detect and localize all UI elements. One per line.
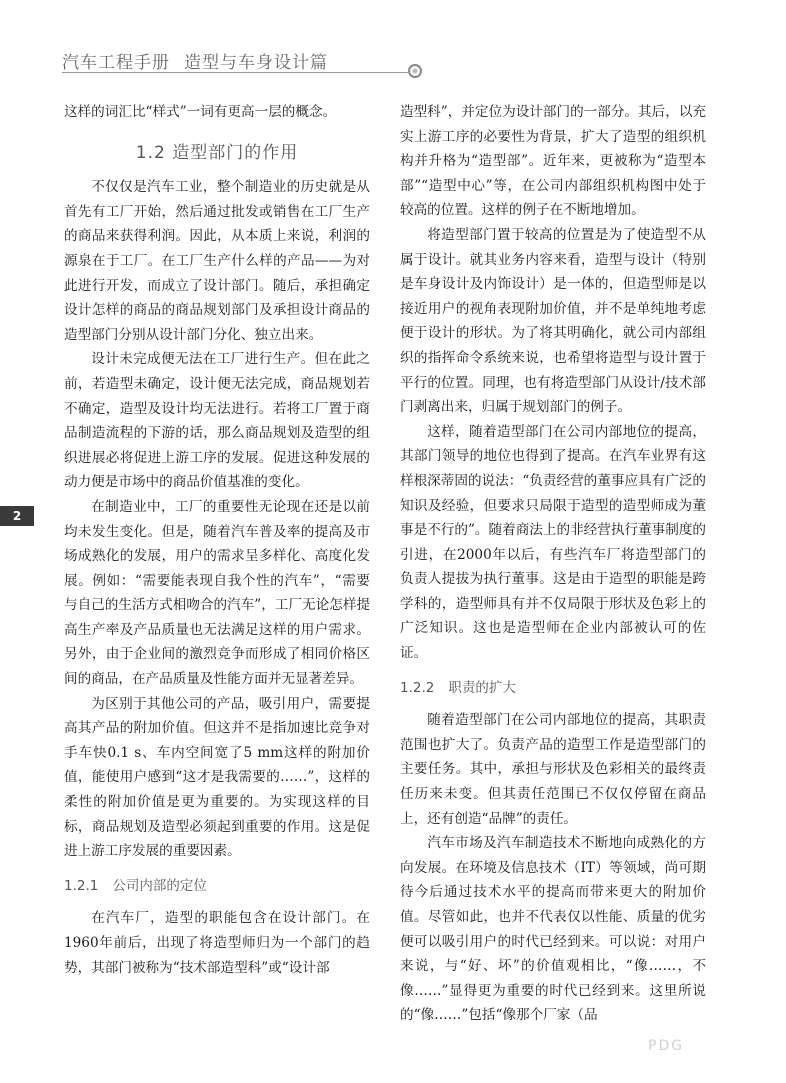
paragraph: 这样，随着造型部门在公司内部地位的提高，其部门领导的地位也得到了提高。在汽车业界有这样根深蒂固的说法：“负责经营的董事应具有广泛的知识及经验，但要求只局限于造型的造型师成为董事是不行的”。随着商法上的非经营执行董事制度的引进，在2000年以后，有些汽车厂将造型部门的负责人提拔为执行董事。这是由于造型的职能是跨学科的，造型师具有并不仅局限于形状及色彩上的广泛知识。这也是造型师在企业内部被认可的佐证。: [400, 423, 707, 662]
subsection-number: 1.2.2: [400, 679, 435, 696]
intro-line: 这样的词汇比“样式”一词有更高一层的概念。: [64, 104, 337, 120]
header-rule: [62, 72, 408, 73]
subsection-heading: [64, 874, 370, 899]
book-title: 汽车工程手册: [62, 53, 170, 73]
continued-paragraph: 造型科”，并定位为设计部门的一部分。其后，以充实上游工序的必要性为背景，扩大了造型的组织机构并升格为“造型部”。近年来，更被称为“造型本部”“造型中心”等，在公司内部组织机构图中处于较高的位置。这样的例子在不断地增加。: [400, 104, 707, 219]
paragraph: 设计未完成便无法在工厂进行生产。但在此之前，若造型未确定，设计便无法完成，商品规划若不确定，造型及设计均无法进行。若将工厂置于商品制造流程的下游的话，那么商品规划及造型的组织进展必将促进上游工序的发展。促进这种发展的动力便是市场中的商品价值基准的变化。: [64, 351, 370, 491]
volume-title: 造型与车身设计篇: [184, 53, 328, 73]
paragraph: 不仅仅是汽车工业，整个制造业的历史就是从首先有工厂开始，然后通过批发或销售在工厂生产的商品来获得利润。因此，从本质上来说，利润的源泉在于工厂。在工厂生产什么样的产品——为对此进行开发，而成立了设计部门。随后，承担确定设计怎样的商品的商品规划部门及承担设计商品的造型部门分别从设计部门分化、独立出来。: [64, 179, 370, 343]
right-column: [400, 100, 706, 1028]
paragraph: 在制造业中，工厂的重要性无论现在还是以前均未发生变化。但是，随着汽车普及率的提高及市场成熟化的发展，用户的需求呈多样化、高度化发展。例如：“需要能表现自我个性的汽车”，“需要与自己的生活方式相吻合的汽车”，工厂无论怎样提高生产率及产品质量也无法满足这样的用户需求。另外，由于企业间的激烈竞争而形成了相同价格区间的商品，在产品质量及性能方面并无显著差异。: [64, 498, 371, 688]
subsection-heading: [400, 676, 706, 701]
subsection-number: 1.2.1: [64, 877, 99, 894]
chapter-tab: 2: [0, 506, 34, 526]
subsection-title: 公司内部的定位: [112, 877, 207, 894]
left-column: [64, 100, 370, 980]
paragraph: 为区别于其他公司的产品，吸引用户，需要提高其产品的附加价值。但这并不是指加速比竞争对手车快0.1 s、车内空间宽了5 mm这样的附加价值，能使用户感到“这才是我需要的……”，这样的柔性的附加价值是更为重要的。为实现这样的目标，商品规划及造型必须起到重要的作用。这是促进上游工序发展的重要因素。: [64, 695, 370, 860]
running-header: [62, 48, 328, 73]
page-header: [0, 0, 786, 80]
paragraph: 随着造型部门在公司内部地位的提高，其职责范围也扩大了。负责产品的造型工作是造型部门的主要任务。其中，承担与形状及色彩相关的最终责任历来未变。但其责任范围已不仅仅停留在商品上，还有创造“品牌”的责任。: [400, 712, 706, 827]
paragraph: 汽车市场及汽车制造技术不断地向成熟化的方向发展。在环境及信息技术（IT）等领域，尚可期待今后通过技术水平的提高而带来更大的附加价值。尽管如此，也并不代表仅以性能、质量的优劣便可以吸引用户的时代已经到来。可以说：对用户来说，与“好、坏”的价值观相比，“像……，不像……”显得更为重要的时代已经到来。这里所说的“像……”包括“像那个厂家（品: [400, 835, 706, 1024]
section-heading: 1.2 造型部门的作用: [135, 142, 299, 163]
subsection-title: 职责的扩大: [448, 679, 516, 696]
paragraph: 在汽车厂，造型的职能包含在设计部门。在1960年前后，出现了将造型师归为一个部门的趋势，其部门被称为“技术部造型科”或“设计部: [64, 910, 370, 976]
paragraph: 将造型部门置于较高的位置是为了使造型不从属于设计。就其业务内容来看，造型与设计（特别是车身设计及内饰设计）是一体的，但造型师是以接近用户的视角表现附加价值，并不是单纯地考虑便于设计的形状。为了将其明确化，就公司内部组织的指挥命令系统来说，也希望将造型与设计置于平行的位置。同理，也有将造型部门从设计/技术部门剥离出来，归属于规划部门的例子。: [400, 226, 706, 416]
watermark: PDG: [648, 1038, 685, 1054]
header-dot-ornament: [408, 64, 422, 78]
